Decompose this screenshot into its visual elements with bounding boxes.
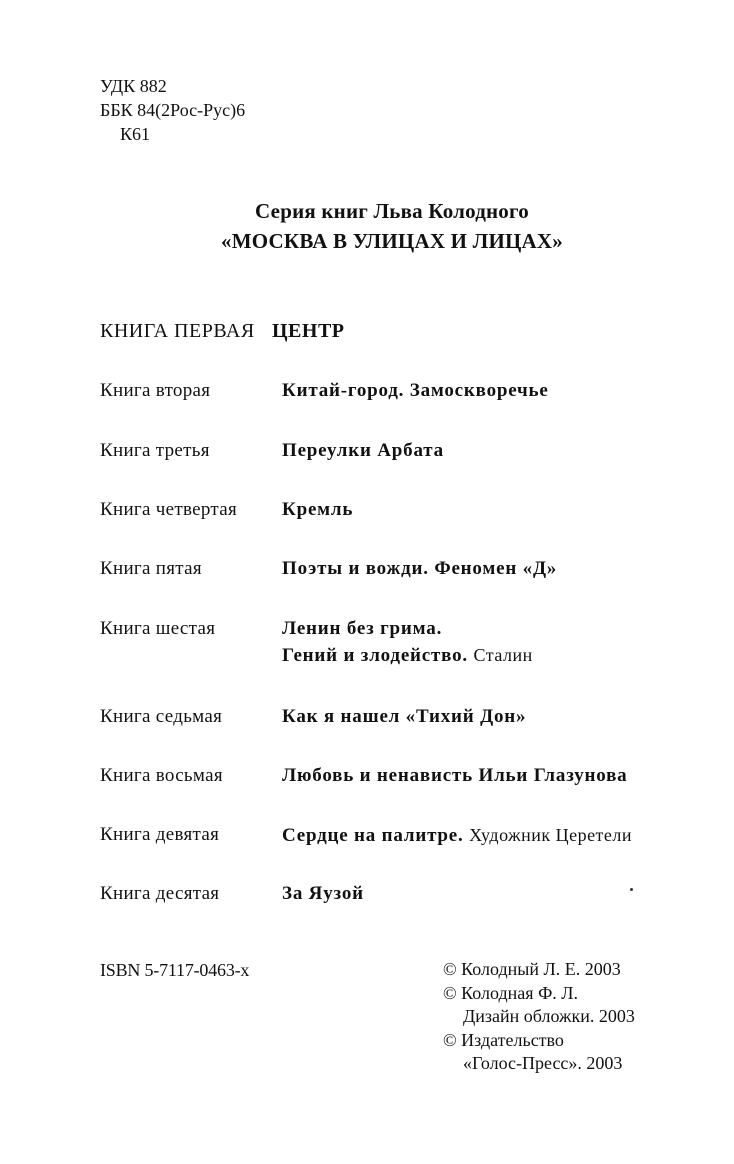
copyright-block <box>443 958 635 1076</box>
book-title: Поэты и вожди. Феномен «Д» <box>282 558 558 579</box>
book-title-main: Сердце на палитре. <box>282 825 464 846</box>
book-number: Книга седьмая <box>100 706 223 727</box>
book-title-line-2 <box>282 642 533 669</box>
copyright-author: © Колодный Л. Е. 2003 <box>443 959 621 979</box>
book-number: Книга вторая <box>100 380 211 401</box>
book-number: Книга третья <box>100 440 210 461</box>
series-heading <box>0 196 734 256</box>
book-title-line-1: Ленин без грима. <box>282 618 443 639</box>
book-number: Книга четвертая <box>100 499 238 520</box>
stray-dot <box>630 888 633 891</box>
classification-block <box>100 74 245 146</box>
book-number: Книга десятая <box>100 883 220 904</box>
book-number: КНИГА ПЕРВАЯ <box>100 320 255 342</box>
book-title: Любовь и ненависть Ильи Глазунова <box>282 765 628 786</box>
book-number: Книга шестая <box>100 618 216 639</box>
book-number: Книга девятая <box>100 824 220 845</box>
book-title-light: Сталин <box>473 645 533 665</box>
book-title: За Яузой <box>282 883 364 904</box>
book-title-main: Гений и злодейство. <box>282 645 468 666</box>
copyright-designer-role: Дизайн обложки. 2003 <box>463 1006 635 1026</box>
udk-code: УДК 882 <box>100 76 167 96</box>
book-title: Кремль <box>282 499 354 520</box>
series-author-line: Серия книг Льва Колодного <box>255 199 529 223</box>
series-title-line: «МОСКВА В УЛИЦАХ И ЛИЦАХ» <box>221 229 563 253</box>
copyright-publisher-name: «Голос-Пресс». 2003 <box>463 1053 623 1073</box>
book-title <box>282 616 533 669</box>
copyright-publisher: © Издательство <box>443 1029 564 1050</box>
book-title: Как я нашел «Тихий Дон» <box>282 706 527 727</box>
book-title: ЦЕНТР <box>272 320 345 342</box>
book-title: Переулки Арбата <box>282 440 444 461</box>
bbk-code: ББК 84(2Рос-Рус)6 <box>100 100 246 120</box>
book-title-light: Художник Церетели <box>469 825 633 845</box>
book-title <box>282 822 632 849</box>
copyright-designer: © Колодная Ф. Л. <box>443 982 578 1003</box>
book-number: Книга восьмая <box>100 765 223 786</box>
isbn: ISBN 5-7117-0463-х <box>100 960 250 980</box>
book-title: Китай-город. Замоскворечье <box>282 380 549 401</box>
author-mark: К61 <box>120 124 151 144</box>
book-number: Книга пятая <box>100 558 202 579</box>
